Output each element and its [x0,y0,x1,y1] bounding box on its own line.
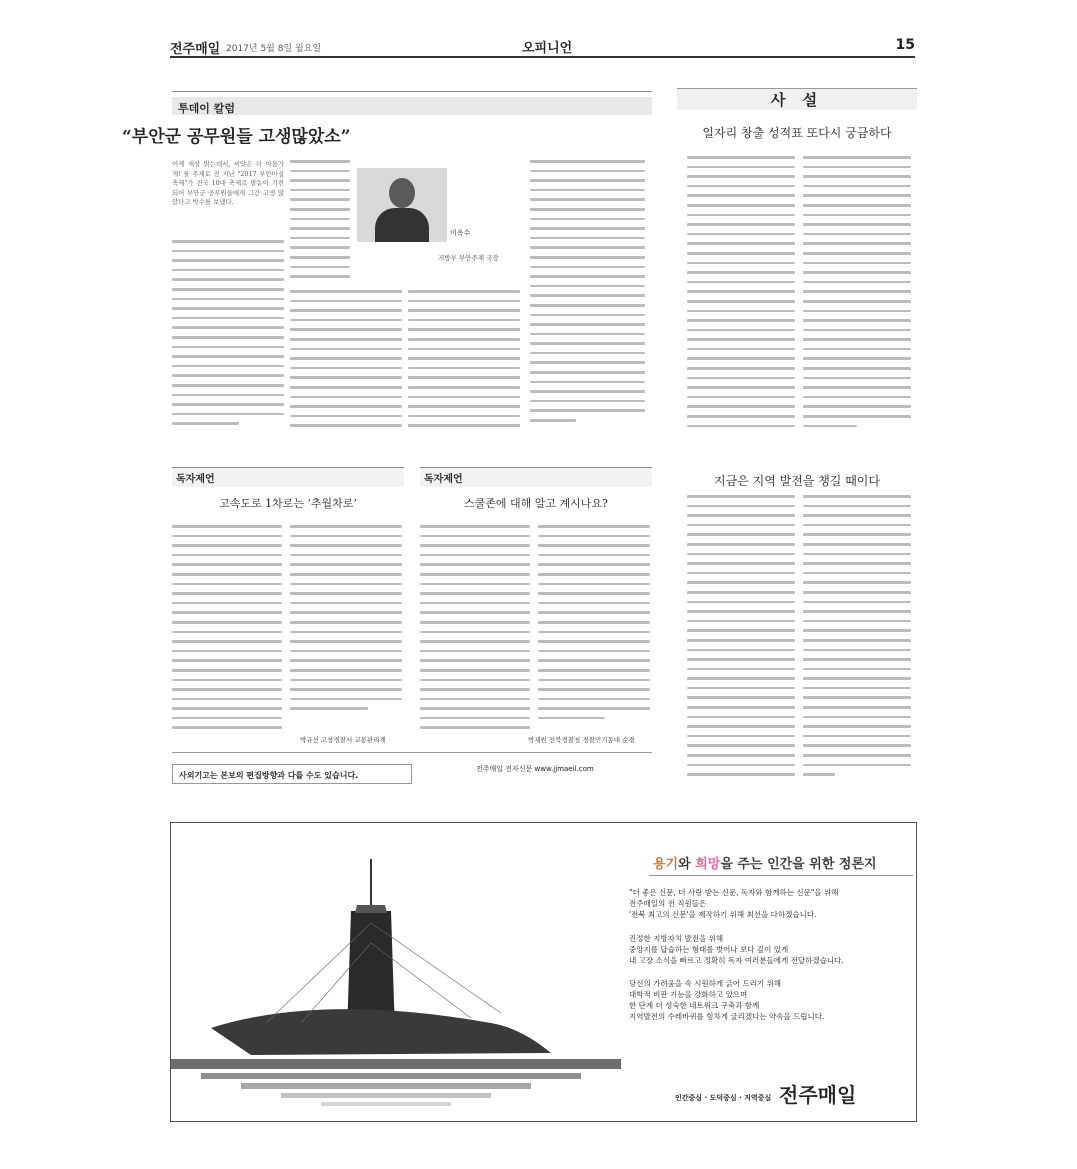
author-photo [357,168,447,242]
advertisement [170,822,917,1122]
issue-date: 2017년 5월 8일 월요일 [226,44,322,54]
editorial-title-2: 지금은 지역 발전을 챙길 때이다 [714,474,880,488]
reader1-label: 독자제언 [172,467,404,487]
today-col4-text [530,160,645,442]
reader1-title: 고속도로 1차로는 ‘추월차로’ [219,497,357,510]
reader1-signature: 박규선 고창경찰서 교통관리계 [300,736,386,744]
lighthouse-ship-illustration [171,823,621,1121]
today-column-title: “부안군 공무원들 고생많았소” [122,127,351,147]
editorial-header: 사 설 [677,88,917,110]
reader2-signature: 박재원 전북경찰청 경찰민기동대 순경 [528,736,635,744]
editorial2-col2-text [803,495,911,787]
masthead [170,36,915,58]
section-title: 오피니언 [522,41,573,56]
ad-logo: 전주매일 [779,1083,857,1107]
author-position: 지방부 부안주재 국장 [438,254,499,262]
today-col3-text [408,290,520,440]
editorial1-col2-text [803,156,911,446]
today-column-label: 투데이 칼럼 [172,97,652,115]
ad-paragraph-3: 당신의 가려움을 속 시원하게 긁어 드리기 위해 대학적 비판 기능을 강화하고 있으며 한 단계 더 성숙한 네트워크 구축과 함께 지역발전의 수레바퀴를 힘차게 굴리겠다는 약속을 드립니다. [629,979,825,1021]
author-name: 이옥수 [450,229,471,237]
reader2-label: 독자제언 [420,467,652,487]
editorial1-col1-text [687,156,795,446]
ad-subtitle: 인간중심 · 도덕중심 · 지역중심 [675,1094,772,1102]
reader1-col1-text [172,525,282,745]
today-col1-text [172,240,284,440]
ad-slogan: 용기와 희망을 주는 인간을 위한 정론지 [653,857,877,872]
disclaimer: 사외기고는 본보의 편집방향과 다를 수도 있습니다. [172,764,412,784]
ad-paragraph-2: 진정한 지방자치 발전을 위해 중앙지를 답습하는 형태를 벗어나 보다 깊이 있게 내 고장 소식을 빠르고 정확히 독자 여러분들에게 전달하겠습니다. [629,934,844,965]
today-lead: 어제 세상 밝는데서, 씨앗은 더 마을가게! 를 주제로 전 지난 "2017 부안마실축제"가 전국 10대 축제로 발돋이 기련되어 부안군 공무원들에게 그간 고생 많았다고 박수를 보냈다. [172,160,284,206]
reader2-col2-text [538,525,650,730]
today-col2-text [290,290,402,440]
paper-name: 전주매일 [170,42,221,57]
website: 전주매일 전자신문 www.jjmaeil.com [476,765,594,773]
ad-rule [649,875,913,876]
editorial2-col1-text [687,495,795,787]
reader2-title: 스쿨존에 대해 알고 계시나요? [464,497,608,510]
ad-paragraph-1: "더 좋은 신문, 더 사랑 받는 신문, 독자와 함께하는 신문"을 위해 전주매일의 전 직원들은 '전북 최고의 신문'을 제작하기 위해 최선을 다하겠습니다. [629,888,839,919]
divider [172,752,652,753]
editorial-title-1: 일자리 창출 성적표 또다시 궁금하다 [702,126,892,140]
reader2-col1-text [420,525,530,745]
page-number: 15 [895,37,915,53]
reader1-col2-text [290,525,402,725]
today-col2-top-text [290,160,350,290]
